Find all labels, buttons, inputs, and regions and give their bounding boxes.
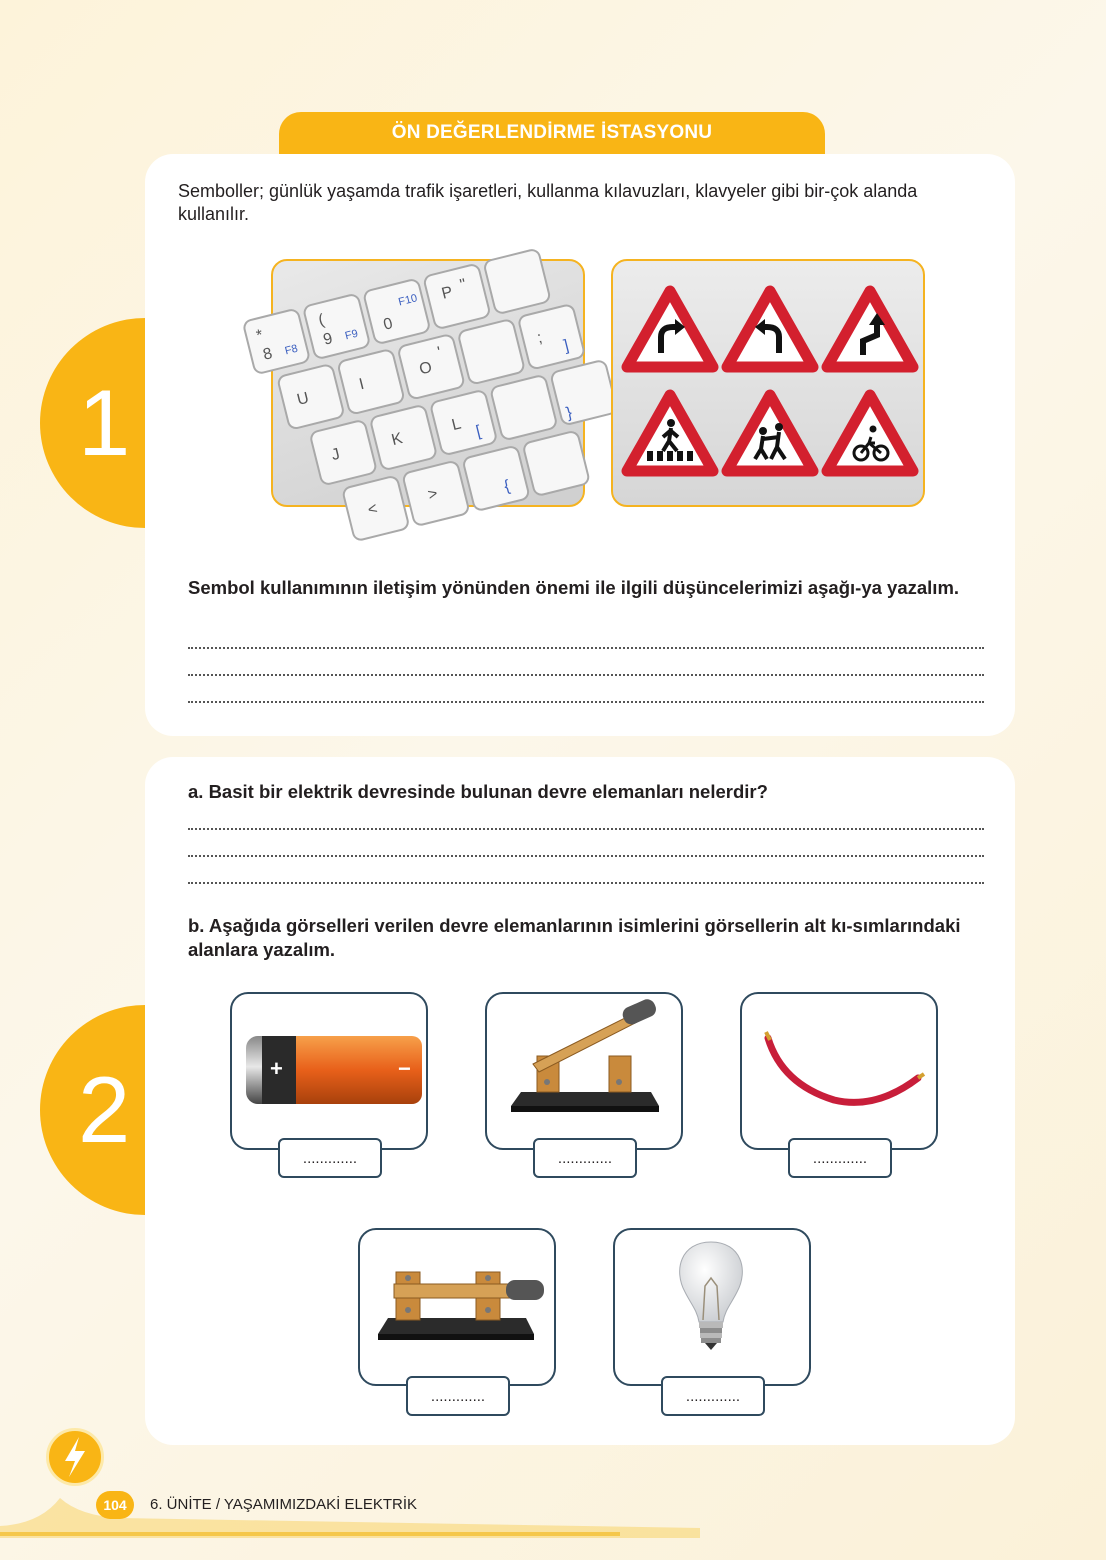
closed-switch-answer-box[interactable]: ............. [406,1376,510,1416]
svg-text:+: + [270,1056,283,1081]
svg-text:;: ; [535,329,544,347]
section-header-title: ÖN DEĞERLENDİRME İSTASYONU [391,122,713,143]
section-1-question: Sembol kullanımının iletişim yönünden önemi ile ilgili düşüncelerimizi aşağı-ya yazalım. [188,577,960,598]
unit-title: 6. ÜNİTE / YAŞAMIMIZDAKİ ELEKTRİK [150,1496,418,1513]
svg-text:': ' [436,344,444,362]
answer-line[interactable] [188,806,984,830]
svg-text:I: I [357,375,366,394]
curve-left-sign-icon [727,291,813,367]
battery-answer-box[interactable]: ............. [278,1138,382,1178]
children-crossing-sign-icon [727,395,813,471]
light-bulb-icon [615,1230,809,1360]
lightning-icon [49,1431,101,1483]
open-switch-answer-box[interactable]: ............. [533,1138,637,1178]
double-curve-sign-icon [827,291,913,367]
svg-text:(: ( [316,311,327,330]
svg-text:}: } [564,404,574,423]
section-number-1: 1 [40,318,250,528]
question-b: b. Aşağıda görselleri verilen devre elemanlarının isimlerini görsellerin alt kı-sımlarındaki alanlara yazalım. [188,915,961,960]
open-switch-card [485,992,683,1150]
question-a: a. Basit bir elektrik devresinde bulunan devre elemanları nelerdir? [188,781,768,802]
traffic-signs-photo [611,259,925,507]
closed-switch-card [358,1228,556,1386]
open-switch-icon [487,994,681,1124]
svg-text:[: [ [474,422,483,441]
svg-text:]: ] [562,337,571,355]
svg-text:O: O [417,358,434,379]
svg-text:L: L [450,415,463,435]
svg-text:{: { [502,477,512,496]
answer-line[interactable] [188,652,984,676]
closed-switch-icon [360,1230,554,1360]
svg-text:K: K [389,430,405,450]
curve-right-sign-icon [627,291,713,367]
answer-line[interactable] [188,833,984,857]
svg-text:0: 0 [381,315,395,334]
svg-text:F9: F9 [343,327,360,343]
battery-icon [232,994,426,1124]
page-number: 104 [96,1491,134,1519]
svg-text:<: < [366,500,380,520]
svg-text:>: > [426,485,440,505]
svg-text:": " [458,276,469,295]
footer-lightning-badge [46,1428,104,1486]
section-number-2: 2 [40,1005,250,1215]
wire-answer-box[interactable]: ............. [788,1138,892,1178]
keyboard-icon [254,261,583,520]
wire-icon [742,994,936,1124]
svg-text:8: 8 [261,345,275,364]
svg-text:J: J [329,445,342,465]
svg-text:−: − [398,1056,411,1081]
svg-text:F10: F10 [397,292,419,309]
svg-text:U: U [295,389,311,409]
footer-decoration [0,1420,700,1560]
section-1-intro: Semboller; günlük yaşamda trafik işaretleri, kullanma kılavuzları, klavyeler gibi bir-çok alanda kullanılır. [178,181,918,224]
svg-text:P: P [439,283,455,303]
battery-card [230,992,428,1150]
answer-line[interactable] [188,860,984,884]
light-bulb-card [613,1228,811,1386]
wire-card [740,992,938,1150]
light-bulb-answer-box[interactable]: ............. [661,1376,765,1416]
svg-text:9: 9 [321,330,335,349]
bicycle-sign-icon [827,395,913,471]
svg-text:F8: F8 [283,342,300,358]
svg-text:*: * [254,326,265,345]
section-header-tab [279,112,825,154]
pedestrian-crossing-sign-icon [627,395,713,471]
keyboard-photo [254,259,585,520]
answer-line[interactable] [188,625,984,649]
answer-line[interactable] [188,679,984,703]
